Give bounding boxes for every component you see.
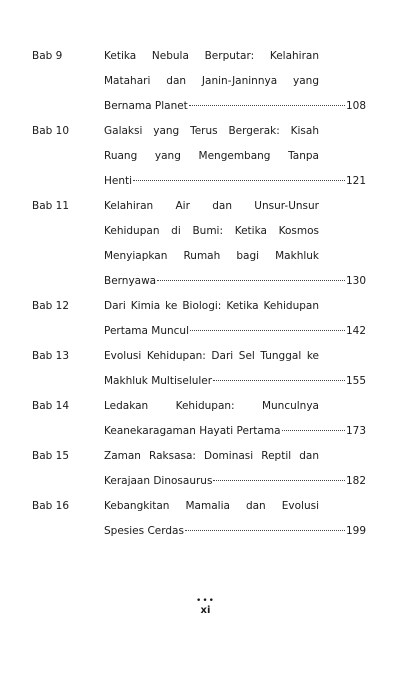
chapter-title-line: Ketika Nebula Berputar: Kelahiran bbox=[104, 50, 319, 62]
chapter-title-line: Evolusi Kehidupan: Dari Sel Tunggal ke bbox=[104, 350, 319, 362]
chapter-number: Bab 13 bbox=[32, 350, 70, 362]
chapter-number: Bab 12 bbox=[32, 300, 70, 312]
dot-leader bbox=[282, 430, 345, 431]
page-reference: 199 bbox=[345, 525, 366, 537]
page-reference: 155 bbox=[345, 375, 366, 387]
page-reference: 142 bbox=[345, 325, 366, 337]
toc-entry[interactable] bbox=[0, 194, 411, 294]
page-reference: 108 bbox=[345, 100, 366, 112]
ornament-dots: ••• bbox=[196, 596, 215, 606]
toc-entry[interactable] bbox=[0, 394, 411, 444]
chapter-title-line: Menyiapkan Rumah bagi Makhluk bbox=[104, 250, 319, 262]
chapter-number: Bab 14 bbox=[32, 400, 70, 412]
chapter-title-line: Zaman Raksasa: Dominasi Reptil dan bbox=[104, 450, 319, 462]
chapter-title-line: Galaksi yang Terus Bergerak: Kisah bbox=[104, 125, 319, 137]
toc-entry[interactable] bbox=[0, 444, 411, 494]
chapter-number: Bab 16 bbox=[32, 500, 70, 512]
dot-leader bbox=[213, 480, 345, 481]
chapter-title-last-line bbox=[104, 519, 366, 544]
page-number: xi bbox=[200, 605, 211, 616]
chapter-title-line: Dari Kimia ke Biologi: Ketika Kehidupan bbox=[104, 300, 319, 312]
table-of-contents bbox=[0, 44, 411, 544]
dot-leader bbox=[213, 380, 345, 381]
dot-leader bbox=[189, 105, 345, 106]
chapter-title-end: Makhluk Multiseluler bbox=[104, 375, 213, 387]
dot-leader bbox=[133, 180, 345, 181]
chapter-title-last-line bbox=[104, 469, 366, 494]
dot-leader bbox=[190, 330, 345, 331]
chapter-title-last-line bbox=[104, 269, 366, 294]
page-reference: 173 bbox=[345, 425, 366, 437]
chapter-title-end: Kerajaan Dinosaurus bbox=[104, 475, 213, 487]
chapter-title-last-line bbox=[104, 369, 366, 394]
page-reference: 130 bbox=[345, 275, 366, 287]
chapter-title-last-line bbox=[104, 419, 366, 444]
chapter-title-end: Keanekaragaman Hayati Pertama bbox=[104, 425, 281, 437]
page-reference: 121 bbox=[345, 175, 366, 187]
chapter-title-line: Kehidupan di Bumi: Ketika Kosmos bbox=[104, 225, 319, 237]
toc-entry[interactable] bbox=[0, 294, 411, 344]
dot-leader bbox=[157, 280, 345, 281]
chapter-title-line: Matahari dan Janin-Janinnya yang bbox=[104, 75, 319, 87]
page-footer bbox=[0, 597, 411, 617]
chapter-title-last-line bbox=[104, 94, 366, 119]
chapter-number: Bab 9 bbox=[32, 50, 63, 62]
chapter-title-end: Bernyawa bbox=[104, 275, 157, 287]
toc-entry[interactable] bbox=[0, 119, 411, 194]
toc-entry[interactable] bbox=[0, 344, 411, 394]
chapter-title-line: Kelahiran Air dan Unsur-Unsur bbox=[104, 200, 319, 212]
chapter-title-end: Henti bbox=[104, 175, 133, 187]
page-reference: 182 bbox=[345, 475, 366, 487]
chapter-title-line: Ruang yang Mengembang Tanpa bbox=[104, 150, 319, 162]
chapter-number: Bab 10 bbox=[32, 125, 70, 137]
chapter-number: Bab 15 bbox=[32, 450, 70, 462]
chapter-title-last-line bbox=[104, 169, 366, 194]
chapter-title-line: Kebangkitan Mamalia dan Evolusi bbox=[104, 500, 319, 512]
dot-leader bbox=[185, 530, 345, 531]
toc-entry[interactable] bbox=[0, 494, 411, 544]
chapter-title-line: Ledakan Kehidupan: Munculnya bbox=[104, 400, 319, 412]
chapter-title-end: Spesies Cerdas bbox=[104, 525, 184, 537]
chapter-number: Bab 11 bbox=[32, 200, 70, 212]
chapter-title-end: Bernama Planet bbox=[104, 100, 188, 112]
chapter-title-last-line bbox=[104, 319, 366, 344]
chapter-title-end: Pertama Muncul bbox=[104, 325, 189, 337]
toc-entry[interactable] bbox=[0, 44, 411, 119]
